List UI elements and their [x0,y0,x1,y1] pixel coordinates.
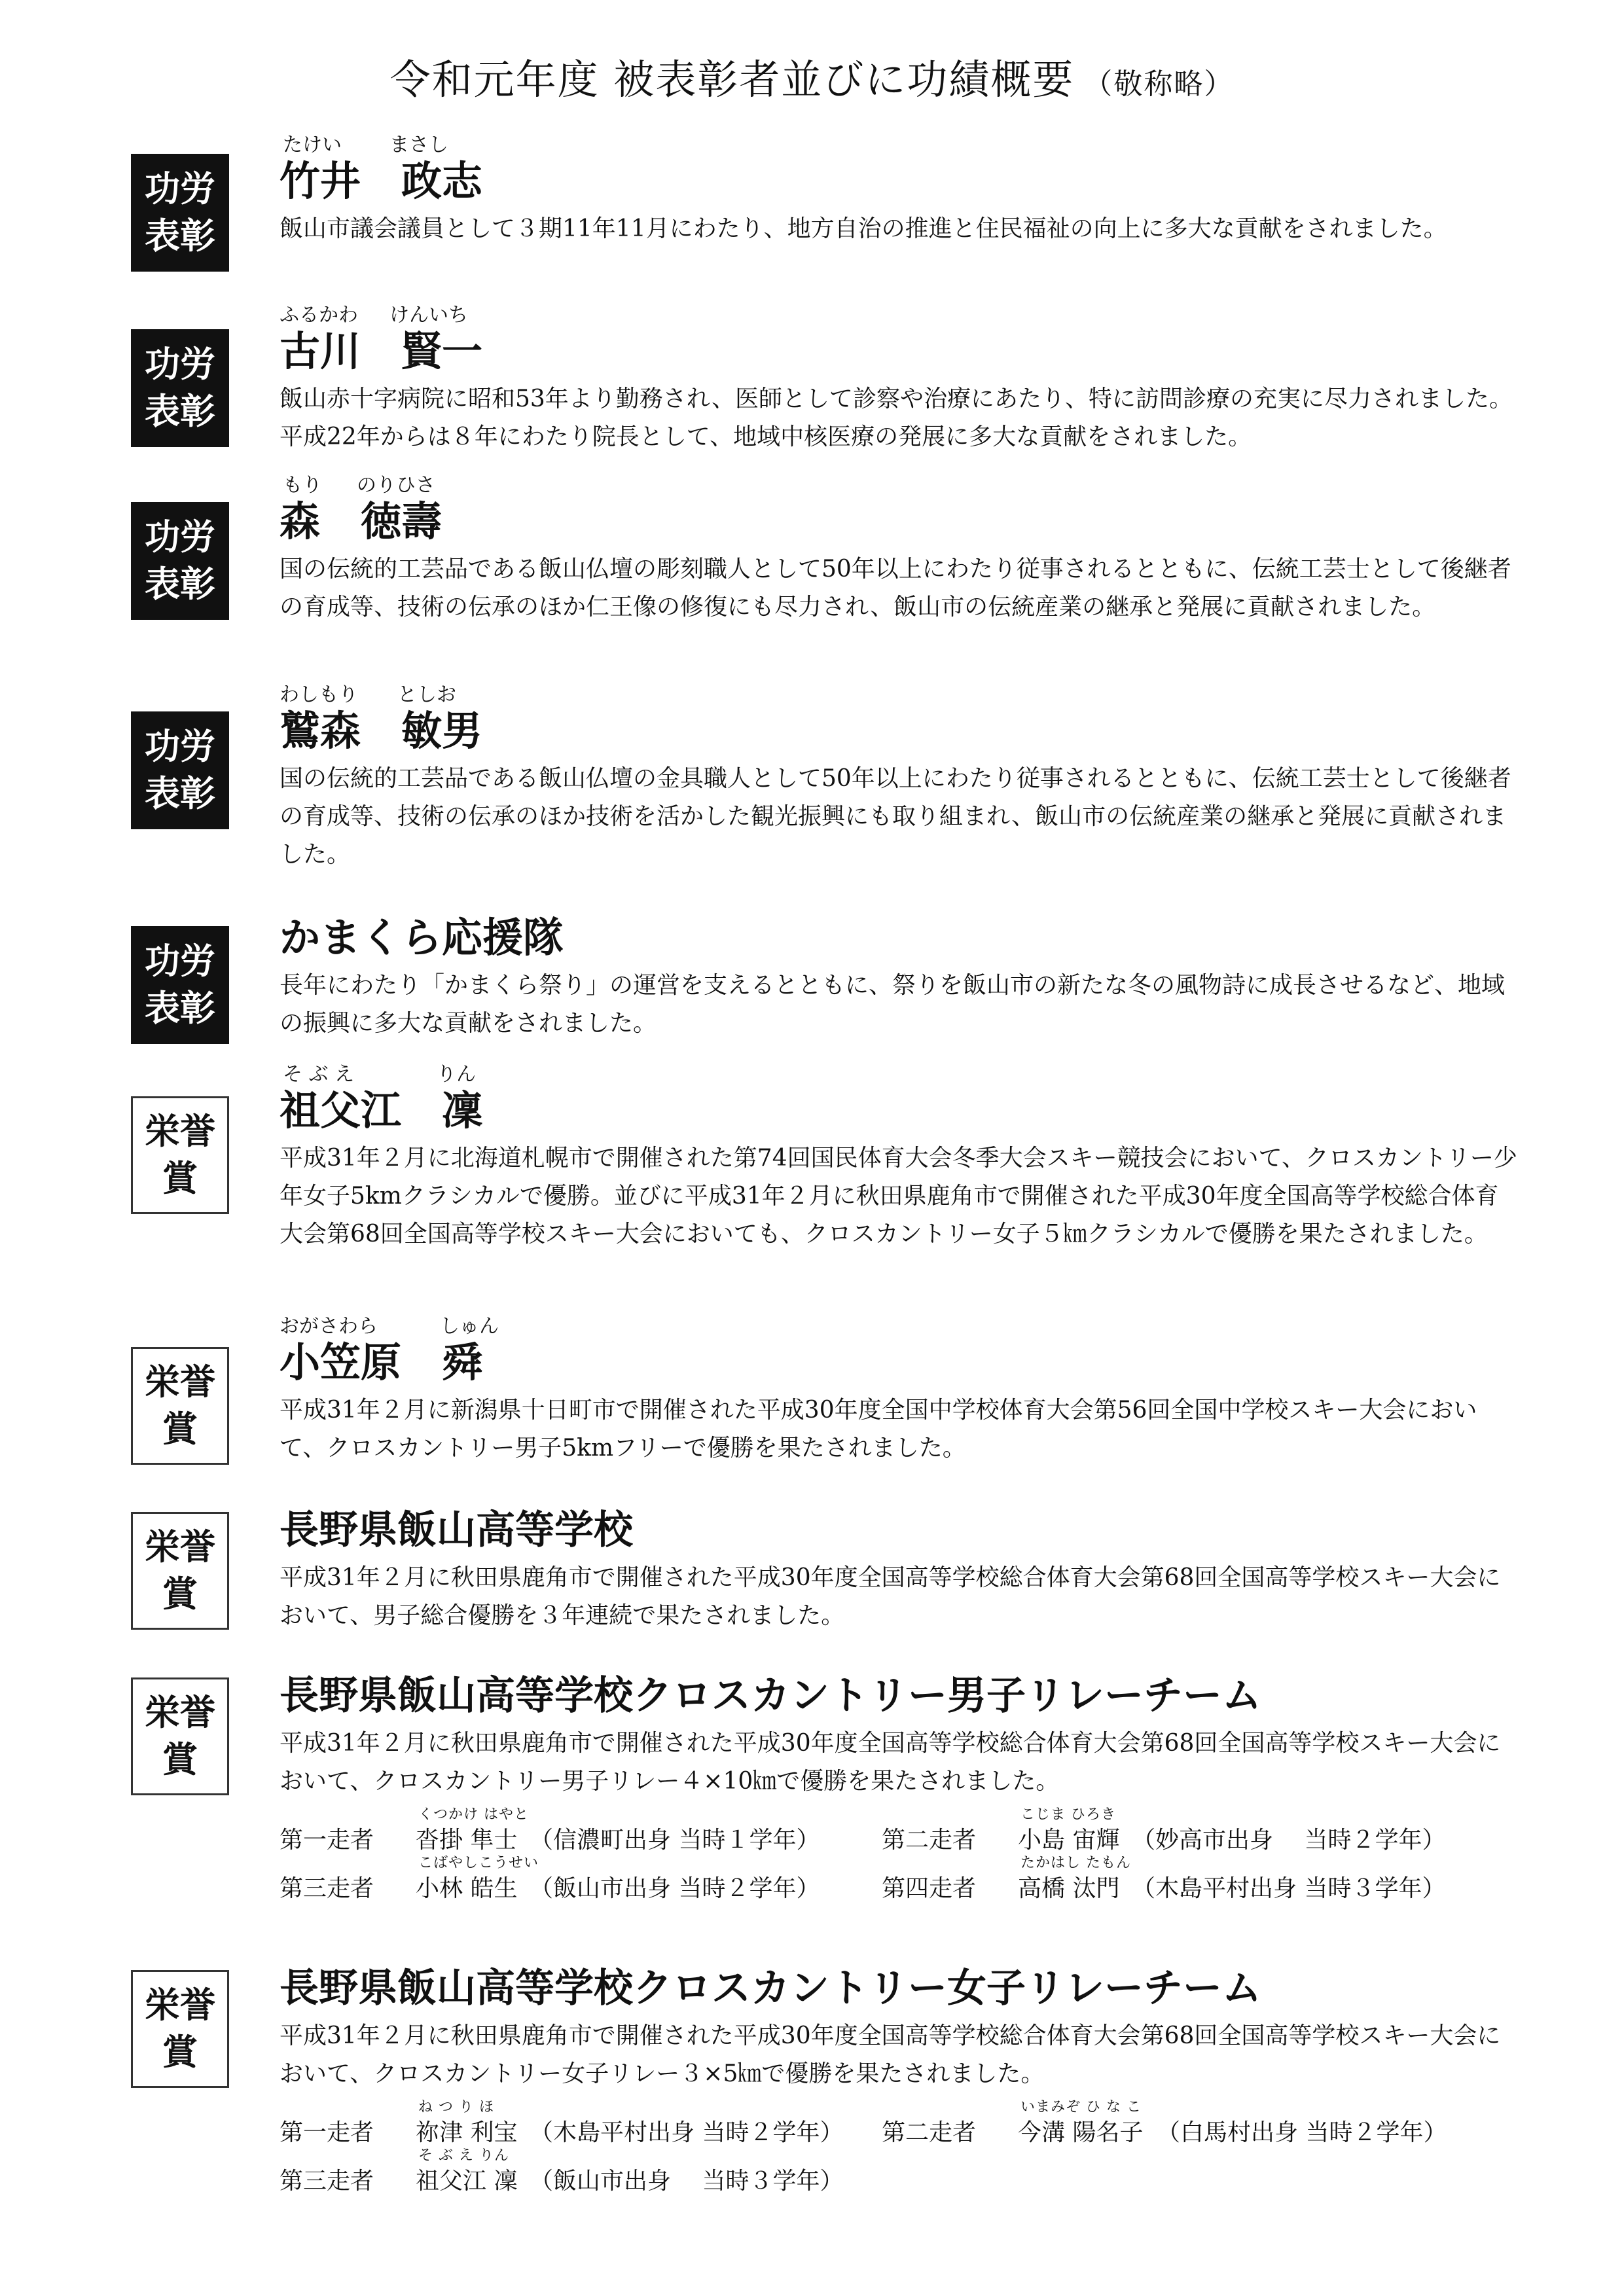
runner-name: 祖父江 凜 [416,2168,518,2195]
badge-line: 表彰 [145,391,215,432]
badge-line: 表彰 [145,988,215,1029]
runner-row [280,1803,1522,1852]
runner-name: 今溝 陽名子 [1018,2119,1144,2146]
runner-name: 祢津 利宝 [416,2119,518,2146]
runner-note: （木島平村出身 当時３学年） [1132,1875,1446,1902]
name-ruby [280,304,1522,327]
recipient-name: 長野県飯山高等学校 [280,1507,633,1553]
badge-line: 功労 [145,344,215,385]
runner-row [280,2096,1522,2144]
badge-line: 栄誉 [145,1111,215,1152]
ruby-given: けんいち [389,304,468,327]
runner-ruby: こじま ひろき [1020,1806,1116,1823]
ruby-given: まさし [389,134,448,156]
runner-note: （信濃町出身 当時１学年） [530,1827,820,1854]
badge-line: 功労 [145,516,215,558]
runner-ruby: そ ぶ え りん [418,2147,509,2164]
runner-ruby: ね つ り ほ [418,2099,494,2115]
ruby-surname: もり [283,474,322,497]
recipient-name: 森 徳壽 [280,497,442,545]
name-ruby [280,1064,1522,1086]
name-ruby [280,1316,1522,1338]
runner-label: 第三走者 [280,1875,374,1902]
achievement-description: 国の伝統的工芸品である飯山仏壇の彫刻職人として50年以上にわたり従事されるとともに、伝統工芸士として後継者の育成等、技術の伝承のほか仁王像の修復にも尽力され、飯山市の伝統産業の継承と発展に貢献されました。 [280,556,1511,620]
ruby-surname: おがさわら [280,1315,378,1338]
recipient-name: かまくら応援隊 [280,914,564,961]
award-badge-kourou [131,154,229,272]
badge-line: 功労 [145,726,215,767]
name-ruby [280,684,1522,706]
award-badge-eiyo [131,1347,229,1465]
runner-note: （木島平村出身 当時２学年） [530,2119,844,2146]
runner-note: （白馬村出身 当時２学年） [1157,2119,1447,2146]
runner-label: 第三走者 [280,2168,374,2195]
award-badge-eiyo [131,1970,229,2088]
badge-line: 表彰 [145,215,215,257]
runner-ruby: くつかけ はやと [418,1806,529,1823]
ruby-given: のりひさ [357,474,435,497]
badge-line: 賞 [162,1739,198,1780]
recipient-name: 鷲森 敏男 [280,707,483,755]
badge-line: 栄誉 [145,1692,215,1733]
runner-note: （飯山市出身 当時２学年） [530,1875,820,1902]
document-title [0,47,1624,105]
recipient-name: 小笠原 舜 [280,1338,483,1386]
runner-name: 小島 宙輝 [1018,1827,1120,1854]
runner-ruby: こばやしこうせい [418,1855,539,1871]
badge-line: 賞 [162,2032,198,2073]
achievement-description: 飯山市議会議員として３期11年11月にわたり、地方自治の推進と住民福祉の向上に多大な貢献をされました。 [280,215,1447,242]
badge-line: 賞 [162,1573,198,1615]
award-badge-kourou [131,711,229,829]
runner-ruby: いまみぞ ひ な こ [1020,2099,1142,2115]
recipient-name: 祖父江 凜 [280,1086,483,1134]
runner-list [280,2096,1522,2193]
award-badge-eiyo [131,1096,229,1214]
achievement-description: 平成31年２月に秋田県鹿角市で開催された平成30年度全国高等学校総合体育大会第68回全国高等学校スキー大会において、男子総合優勝を３年連続で果たされました。 [280,1564,1501,1629]
achievement-description: 飯山赤十字病院に昭和53年より勤務され、医師として診察や治療にあたり、特に訪問診療の充実に尽力されました。平成22年からは８年にわたり院長として、地域中核医療の発展に多大な貢献をされました。 [280,386,1513,450]
badge-line: 表彰 [145,773,215,814]
badge-line: 栄誉 [145,1361,215,1403]
award-badge-eiyo [131,1677,229,1795]
ruby-surname: そ ぶ え [283,1063,355,1086]
badge-line: 功労 [145,168,215,209]
achievement-description: 国の伝統的工芸品である飯山仏壇の金具職人として50年以上にわたり従事されるとともに、伝統工芸士として後継者の育成等、技術の伝承のほか技術を活かした観光振興にも取り組まれ、飯山市の伝統産業の継承と発展に貢献されました。 [280,765,1511,868]
recipient-name: 長野県飯山高等学校クロスカントリー女子リレーチーム [280,1965,1261,2011]
recipient-name: 竹井 政志 [280,157,483,205]
runner-label: 第二走者 [882,2119,977,2146]
ruby-given: しゅん [440,1315,499,1338]
ruby-surname: わしもり [280,683,358,706]
recipient-name: 古川 賢一 [280,327,483,375]
runner-label: 第二走者 [882,1827,977,1854]
runner-row [280,2144,1522,2193]
badge-line: 表彰 [145,564,215,605]
runner-label: 第四走者 [882,1875,977,1902]
award-badge-eiyo [131,1512,229,1630]
runner-note: （妙高市出身 当時２学年） [1132,1827,1446,1854]
badge-line: 栄誉 [145,1526,215,1568]
runner-note: （飯山市出身 当時３学年） [530,2168,844,2195]
achievement-description: 平成31年２月に秋田県鹿角市で開催された平成30年度全国高等学校総合体育大会第68回全国高等学校スキー大会において、クロスカントリー女子リレー３×5㎞で優勝を果たされました。 [280,2022,1501,2087]
title-note: （敬称略） [1083,67,1235,101]
award-badge-kourou [131,502,229,620]
award-badge-kourou [131,926,229,1044]
runner-ruby: たかはし たもん [1020,1855,1131,1871]
recipient-name: 長野県飯山高等学校クロスカントリー男子リレーチーム [280,1673,1261,1719]
runner-label: 第一走者 [280,1827,374,1854]
name-ruby [280,475,1522,497]
achievement-description: 平成31年２月に新潟県十日町市で開催された平成30年度全国中学校体育大会第56回全国中学校スキー大会において、クロスカントリー男子5kmフリーで優勝を果たされました。 [280,1397,1477,1462]
achievement-description: 長年にわたり「かまくら祭り」の運営を支えるとともに、祭りを飯山市の新たな冬の風物詩に成長させるなど、地域の振興に多大な貢献をされました。 [280,972,1506,1037]
achievement-description: 平成31年２月に秋田県鹿角市で開催された平成30年度全国高等学校総合体育大会第68回全国高等学校スキー大会において、クロスカントリー男子リレー４×10㎞で優勝を果たされました。 [280,1730,1501,1795]
badge-line: 賞 [162,1158,198,1199]
badge-line: 功労 [145,941,215,982]
ruby-given: としお [397,683,456,706]
title-text: 令和元年度 被表彰者並びに功績概要 [389,56,1075,103]
ruby-surname: たけい [283,134,342,156]
runner-list [280,1803,1522,1900]
runner-label: 第一走者 [280,2119,374,2146]
runner-name: 高橋 汰門 [1018,1875,1120,1902]
award-badge-kourou [131,329,229,447]
name-ruby [280,134,1522,156]
badge-line: 賞 [162,1408,198,1450]
runner-row [280,1852,1522,1900]
badge-line: 栄誉 [145,1984,215,2026]
ruby-surname: ふるかわ [280,304,358,327]
runner-name: 沓掛 隼士 [416,1827,518,1854]
achievement-description: 平成31年２月に北海道札幌市で開催された第74回国民体育大会冬季大会スキー競技会において、クロスカントリー少年女子5kmクラシカルで優勝。並びに平成31年２月に秋田県鹿角市で開催された平成30年度全国高等学校総合体育大会第68回全国高等学校スキー大会においても、クロスカントリー女子５㎞クラシカルで優勝を果たされました。 [280,1145,1517,1247]
ruby-given: りん [437,1063,476,1086]
runner-name: 小林 皓生 [416,1875,518,1902]
